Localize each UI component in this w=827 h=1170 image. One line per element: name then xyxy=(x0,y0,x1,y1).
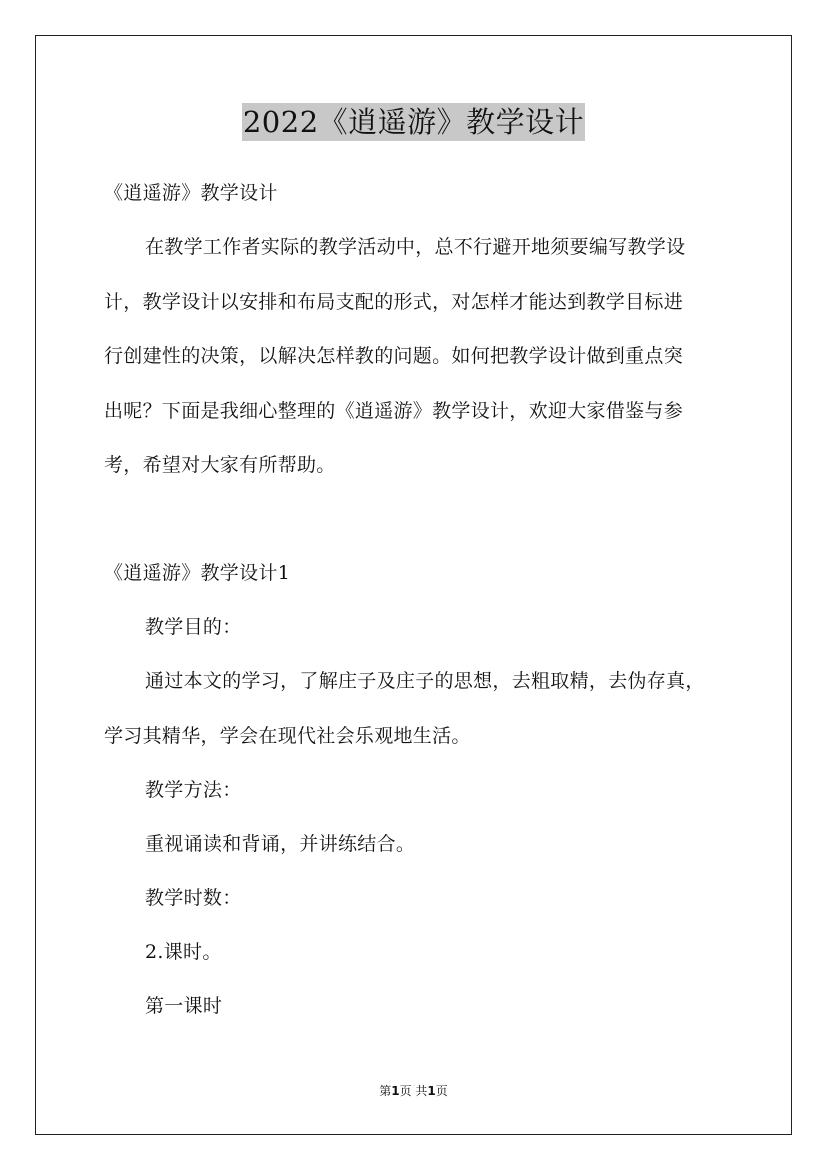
title-wrap xyxy=(0,103,827,141)
section-heading: 《逍遥游》教学设计1 xyxy=(104,562,291,584)
document-title: 2022《逍遥游》教学设计 xyxy=(242,105,585,139)
footer-mid: 页 共 xyxy=(399,1084,428,1098)
page-footer xyxy=(0,1083,827,1099)
lesson-label: 第一课时 xyxy=(145,995,223,1017)
method-label: 教学方法： xyxy=(145,779,242,801)
intro-line-2: 计，教学设计以安排和布局支配的形式，对怎样才能达到教学目标进 xyxy=(104,291,684,313)
footer-prefix: 第 xyxy=(379,1084,392,1098)
footer-suffix: 页 xyxy=(435,1084,448,1098)
intro-line-1: 在教学工作者实际的教学活动中，总不行避开地须要编写教学设 xyxy=(145,236,686,258)
hours-label: 教学时数： xyxy=(145,887,242,909)
footer-page-number: 1 xyxy=(391,1084,400,1098)
intro-line-3: 行创建性的决策，以解决怎样教的问题。如何把教学设计做到重点突 xyxy=(104,345,684,367)
goal-label: 教学目的： xyxy=(145,616,242,638)
footer-page-total: 1 xyxy=(427,1084,436,1098)
goal-text-line-1: 通过本文的学习，了解庄子及庄子的思想，去粗取精，去伪存真， xyxy=(145,670,705,692)
intro-line-5: 考，希望对大家有所帮助。 xyxy=(104,454,336,476)
hours-text: 2.课时。 xyxy=(145,941,222,963)
goal-text-line-2: 学习其精华，学会在现代社会乐观地生活。 xyxy=(104,725,471,747)
intro-line-4: 出呢？下面是我细心整理的《逍遥游》教学设计，欢迎大家借鉴与参 xyxy=(104,400,684,422)
document-subtitle: 《逍遥游》教学设计 xyxy=(104,182,278,204)
method-text: 重视诵读和背诵，并讲练结合。 xyxy=(145,833,416,855)
